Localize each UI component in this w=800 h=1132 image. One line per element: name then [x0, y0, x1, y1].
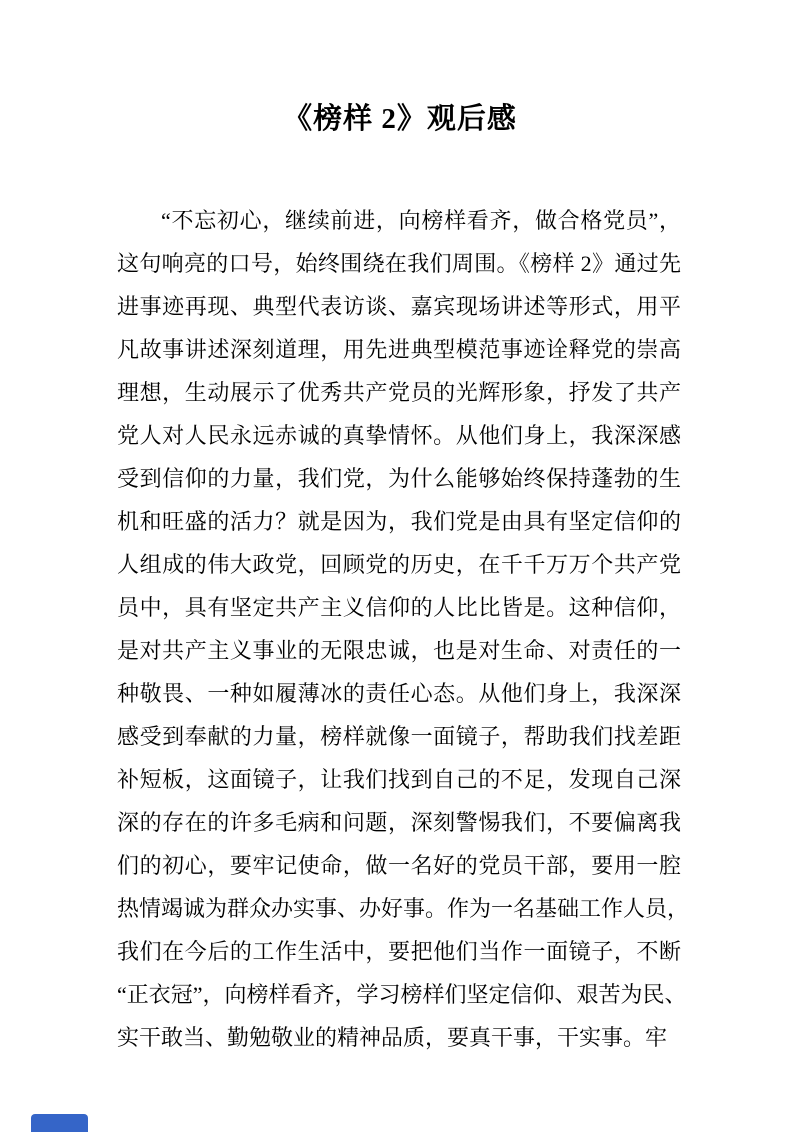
paragraph-line: 补短板，这面镜子，让我们找到自己的不足，发现自己深 — [117, 767, 681, 792]
paragraph-line: “正衣冠”，向榜样看齐，学习榜样们坚定信仰、艰苦为民、 — [117, 982, 687, 1007]
paragraph-line: 种敬畏、一种如履薄冰的责任心态。从他们身上，我深深 — [117, 681, 681, 706]
paragraph-line: “不忘初心，继续前进，向榜样看齐，做合格党员”， — [161, 208, 681, 233]
paragraph-line: 深的存在的许多毛病和问题，深刻警惕我们，不要偏离我 — [117, 810, 681, 835]
paragraph-line: 机和旺盛的活力？就是因为，我们党是由具有坚定信仰的 — [117, 509, 681, 534]
paragraph-line: 感受到奉献的力量，榜样就像一面镜子，帮助我们找差距 — [117, 724, 681, 749]
paragraph-line: 实干敢当、勤勉敬业的精神品质，要真干事，干实事。牢 — [117, 1025, 668, 1050]
paragraph-line: 员中，具有坚定共产主义信仰的人比比皆是。这种信仰， — [117, 595, 681, 620]
bottom-left-logo-fragment — [31, 1114, 88, 1132]
paragraph-line: 人组成的伟大政党，回顾党的历史，在千千万万个共产党 — [117, 552, 681, 577]
essay-paragraph — [117, 199, 690, 1059]
paragraph-line: 是对共产主义事业的无限忠诚，也是对生命、对责任的一 — [117, 638, 681, 663]
paragraph-line: 们的初心，要牢记使命，做一名好的党员干部，要用一腔 — [117, 853, 681, 878]
paragraph-line: 党人对人民永远赤诚的真挚情怀。从他们身上，我深深感 — [117, 423, 681, 448]
paragraph-line: 凡故事讲述深刻道理，用先进典型模范事迹诠释党的崇高 — [117, 337, 681, 362]
page-title: 《榜样 2》观后感 — [283, 103, 517, 135]
paragraph-line: 我们在今后的工作生活中，要把他们当作一面镜子，不断 — [117, 939, 681, 964]
paragraph-line: 进事迹再现、典型代表访谈、嘉宾现场讲述等形式，用平 — [117, 294, 681, 319]
paragraph-line: 这句响亮的口号，始终围绕在我们周围。《榜样 2》通过先 — [117, 251, 681, 276]
paragraph-line: 受到信仰的力量，我们党，为什么能够始终保持蓬勃的生 — [117, 466, 681, 491]
paragraph-line: 热情竭诚为群众办实事、办好事。作为一名基础工作人员， — [117, 896, 690, 921]
paragraph-line: 理想，生动展示了优秀共产党员的光辉形象，抒发了共产 — [117, 380, 681, 405]
